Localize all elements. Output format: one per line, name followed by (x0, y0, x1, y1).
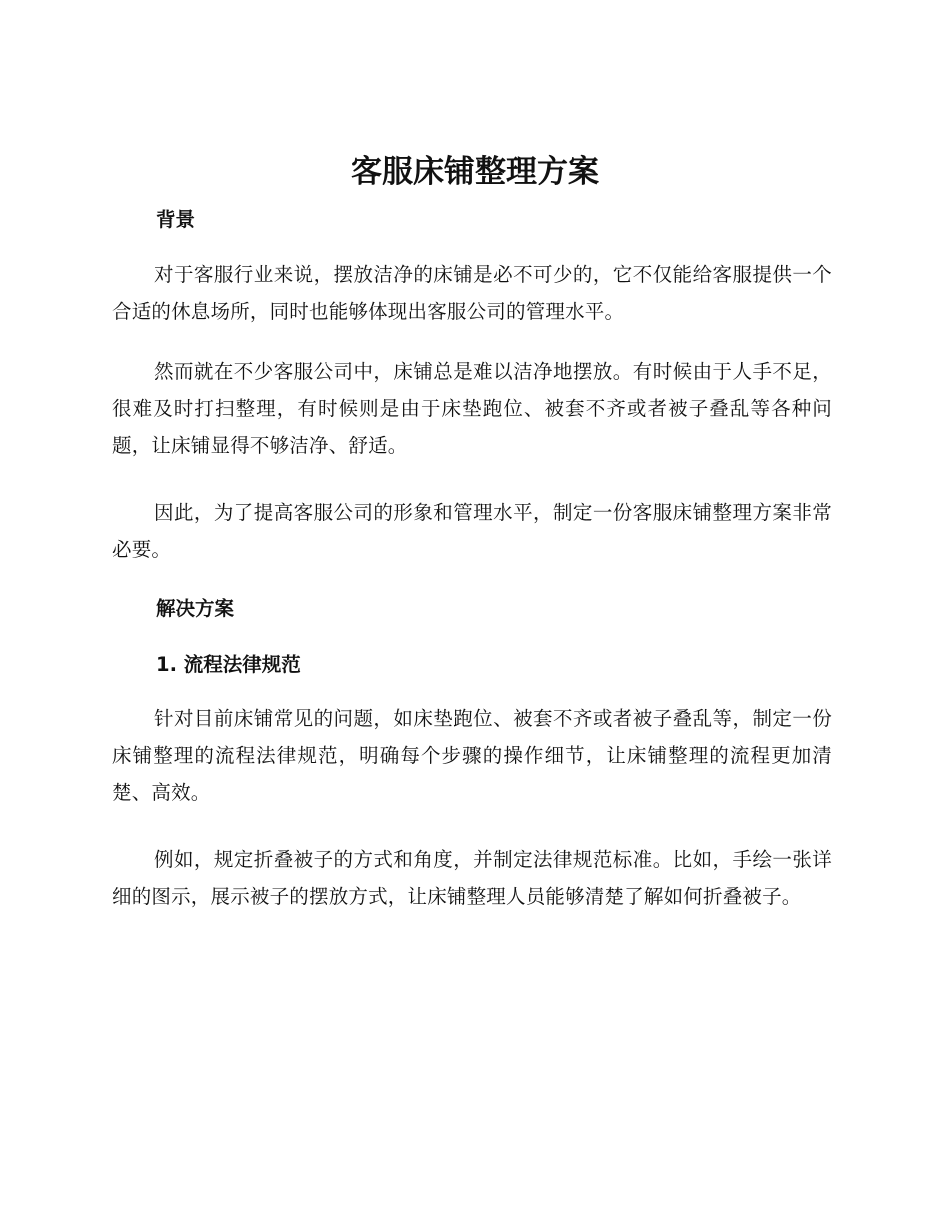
document-title: 客服床铺整理方案 (351, 154, 599, 190)
paragraph: 针对目前床铺常见的问题，如床垫跑位、被套不齐或者被子叠乱等，制定一份床铺整理的流程法律规范，明确每个步骤的操作细节，让床铺整理的流程更加清楚、高效。 (112, 707, 832, 804)
paragraph: 对于客服行业来说，摆放洁净的床铺是必不可少的，它不仅能给客服提供一个合适的休息场所，同时也能够体现出客服公司的管理水平。 (112, 263, 832, 323)
paragraph: 因此，为了提高客服公司的形象和管理水平，制定一份客服床铺整理方案非常必要。 (112, 501, 832, 561)
paragraph: 然而就在不少客服公司中，床铺总是难以洁净地摆放。有时候由于人手不足，很难及时打扫整理，有时候则是由于床垫跑位、被套不齐或者被子叠乱等各种问题，让床铺显得不够洁净、舒适。 (112, 360, 832, 457)
subsection-heading: 1. 流程法律规范 (156, 653, 301, 676)
section-heading-background: 背景 (156, 208, 196, 231)
paragraph: 例如，规定折叠被子的方式和角度，并制定法律规范标准。比如，手绘一张详细的图示，展示被子的摆放方式，让床铺整理人员能够清楚了解如何折叠被子。 (112, 848, 832, 908)
section-heading-solution: 解决方案 (156, 597, 235, 620)
